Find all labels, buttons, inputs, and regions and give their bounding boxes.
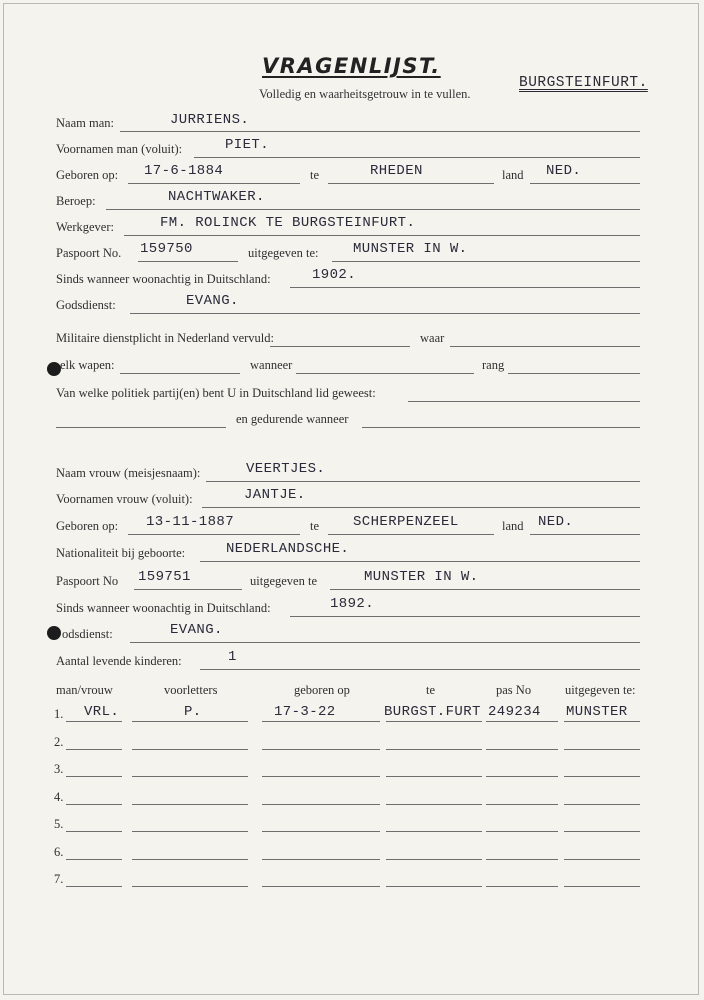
- te-man-value: RHEDEN: [370, 163, 423, 179]
- paspoort-man-value: 159750: [140, 241, 193, 257]
- row-te-line: [386, 886, 482, 887]
- gedurende-line-left: [56, 427, 226, 428]
- row-voorletters-line: [132, 831, 248, 832]
- land-man-line: [530, 183, 640, 184]
- waar-label: waar: [420, 331, 445, 345]
- col-header-voorletters: voorletters: [164, 683, 218, 697]
- geboren-vrouw-label: Geboren op:: [56, 519, 119, 533]
- uitgegeven-vrouw-label: uitgegeven te: [250, 574, 317, 588]
- uitgegeven-vrouw-value: MUNSTER IN W.: [364, 569, 479, 585]
- voornamen-man-value: PIET.: [225, 137, 270, 153]
- place-stamp: BURGSTEINFURT.: [519, 75, 648, 91]
- voornamen-vrouw-label: Voornamen vrouw (voluit):: [56, 492, 193, 506]
- row-voorletters-line: [132, 721, 248, 722]
- col-header-geboren: geboren op: [294, 683, 350, 697]
- nationaliteit-value: NEDERLANDSCHE.: [226, 541, 350, 557]
- row-pas-line: [486, 886, 558, 887]
- row-uitgegeven-line: [564, 776, 640, 777]
- col-header-pas: pas No: [496, 683, 532, 697]
- row-manvrouw-line: [66, 804, 122, 805]
- row-number: 6.: [54, 845, 64, 859]
- godsdienst-vrouw-label: odsdienst:: [62, 627, 113, 641]
- welk-wapen-label: elk wapen:: [60, 358, 115, 372]
- paspoort-vrouw-line: [134, 589, 242, 590]
- row-te-line: [386, 831, 482, 832]
- naam-man-value: JURRIENS.: [170, 112, 250, 128]
- row-manvrouw-line: [66, 721, 122, 722]
- paspoort-man-line: [138, 261, 238, 262]
- godsdienst-man-value: EVANG.: [186, 293, 239, 309]
- row-voorletters-line: [132, 749, 248, 750]
- row-geboren-line: [262, 831, 380, 832]
- uitgegeven-vrouw-line: [330, 589, 640, 590]
- naam-vrouw-label: Naam vrouw (meisjesnaam):: [56, 466, 201, 480]
- geboren-vrouw-line: [128, 534, 300, 535]
- te-vrouw-value: SCHERPENZEEL: [353, 514, 459, 530]
- te-vrouw-line: [328, 534, 494, 535]
- sinds-man-label: Sinds wanneer woonachtig in Duitschland:: [56, 272, 271, 286]
- te-man-label: te: [310, 168, 320, 182]
- row-voorletters-value: P.: [184, 704, 202, 720]
- row-voorletters-line: [132, 859, 248, 860]
- nationaliteit-line: [200, 561, 640, 562]
- row-uitgegeven-line: [564, 859, 640, 860]
- row-geboren-line: [262, 886, 380, 887]
- col-header-uitgegeven: uitgegeven te:: [565, 683, 636, 697]
- werkgever-line: [124, 235, 640, 236]
- naam-vrouw-line: [206, 481, 640, 482]
- uitgegeven-man-label: uitgegeven te:: [248, 246, 319, 260]
- row-number: 7.: [54, 872, 64, 886]
- land-man-label: land: [502, 168, 524, 182]
- godsdienst-vrouw-line: [130, 642, 640, 643]
- col-header-manvrouw: man/vrouw: [56, 683, 113, 697]
- paspoort-vrouw-label: Paspoort No: [56, 574, 119, 588]
- col-header-te: te: [426, 683, 436, 697]
- row-manvrouw-line: [66, 859, 122, 860]
- row-geboren-line: [262, 804, 380, 805]
- partij-line: [408, 401, 640, 402]
- te-man-line: [328, 183, 494, 184]
- punch-hole-top: [47, 362, 61, 376]
- row-pas-line: [486, 776, 558, 777]
- row-geboren-line: [262, 776, 380, 777]
- row-number: 1.: [54, 707, 64, 721]
- werkgever-label: Werkgever:: [56, 220, 114, 234]
- row-uitgegeven-line: [564, 721, 640, 722]
- form-subtitle: Volledig en waarheitsgetrouw in te vullen.: [259, 87, 471, 101]
- row-uitgegeven-line: [564, 749, 640, 750]
- gedurende-label: en gedurende wanneer: [236, 412, 349, 426]
- row-te-line: [386, 776, 482, 777]
- row-uitgegeven-line: [564, 804, 640, 805]
- row-pas-line: [486, 804, 558, 805]
- voornamen-man-label: Voornamen man (voluit):: [56, 142, 183, 156]
- naam-man-label: Naam man:: [56, 116, 114, 130]
- row-manvrouw-value: VRL.: [84, 704, 120, 720]
- row-uitgegeven-line: [564, 831, 640, 832]
- kinderen-label: Aantal levende kinderen:: [56, 654, 182, 668]
- row-number: 2.: [54, 735, 64, 749]
- sinds-vrouw-value: 1892.: [330, 596, 375, 612]
- sinds-vrouw-label: Sinds wanneer woonachtig in Duitschland:: [56, 601, 271, 615]
- row-pas-line: [486, 721, 558, 722]
- godsdienst-man-label: Godsdienst:: [56, 298, 116, 312]
- uitgegeven-man-line: [332, 261, 640, 262]
- row-pas-line: [486, 749, 558, 750]
- row-voorletters-line: [132, 804, 248, 805]
- form-title: VRAGENLIJST.: [262, 54, 441, 78]
- paspoort-vrouw-value: 159751: [138, 569, 191, 585]
- kinderen-value: 1: [228, 649, 237, 665]
- row-geboren-value: 17-3-22: [274, 704, 336, 720]
- row-geboren-line: [262, 859, 380, 860]
- werkgever-value: FM. ROLINCK TE BURGSTEINFURT.: [160, 215, 416, 231]
- te-vrouw-label: te: [310, 519, 320, 533]
- partij-label: Van welke politiek partij(en) bent U in Duitschland lid geweest:: [56, 386, 376, 400]
- beroep-label: Beroep:: [56, 194, 96, 208]
- land-man-value: NED.: [546, 163, 582, 179]
- geboren-vrouw-value: 13-11-1887: [146, 514, 235, 530]
- rang-line: [508, 373, 640, 374]
- row-manvrouw-line: [66, 776, 122, 777]
- row-voorletters-line: [132, 886, 248, 887]
- voornamen-vrouw-value: JANTJE.: [244, 487, 306, 503]
- row-pas-line: [486, 859, 558, 860]
- sinds-vrouw-line: [290, 616, 640, 617]
- geboren-man-label: Geboren op:: [56, 168, 119, 182]
- land-vrouw-line: [530, 534, 640, 535]
- row-te-line: [386, 804, 482, 805]
- rang-label: rang: [482, 358, 505, 372]
- row-number: 5.: [54, 817, 64, 831]
- row-te-line: [386, 859, 482, 860]
- row-geboren-line: [262, 749, 380, 750]
- row-voorletters-line: [132, 776, 248, 777]
- row-te-value: BURGST.FURT: [384, 704, 481, 720]
- waar-line: [450, 346, 640, 347]
- row-geboren-line: [262, 721, 380, 722]
- beroep-value: NACHTWAKER.: [168, 189, 265, 205]
- uitgegeven-man-value: MUNSTER IN W.: [353, 241, 468, 257]
- gedurende-line-right: [362, 427, 640, 428]
- militaire-line: [270, 346, 410, 347]
- row-manvrouw-line: [66, 749, 122, 750]
- row-pas-line: [486, 831, 558, 832]
- geboren-man-value: 17-6-1884: [144, 163, 224, 179]
- row-manvrouw-line: [66, 831, 122, 832]
- wanneer-label: wanneer: [250, 358, 293, 372]
- geboren-man-line: [128, 183, 300, 184]
- paspoort-man-label: Paspoort No.: [56, 246, 122, 260]
- row-uitgegeven-line: [564, 886, 640, 887]
- row-pas-value: 249234: [488, 704, 541, 720]
- naam-vrouw-value: VEERTJES.: [246, 461, 326, 477]
- voornamen-vrouw-line: [202, 507, 640, 508]
- naam-man-line: [120, 131, 640, 132]
- row-te-line: [386, 749, 482, 750]
- row-manvrouw-line: [66, 886, 122, 887]
- land-vrouw-label: land: [502, 519, 524, 533]
- welk-wapen-line: [120, 373, 240, 374]
- voornamen-man-line: [194, 157, 640, 158]
- row-uitgegeven-value: MUNSTER: [566, 704, 628, 720]
- militaire-label: Militaire dienstplicht in Nederland vervuld:: [56, 331, 274, 345]
- kinderen-line: [200, 669, 640, 670]
- row-number: 3.: [54, 762, 64, 776]
- wanneer-line: [296, 373, 474, 374]
- punch-hole-bottom: [47, 626, 61, 640]
- godsdienst-vrouw-value: EVANG.: [170, 622, 223, 638]
- sinds-man-line: [290, 287, 640, 288]
- sinds-man-value: 1902.: [312, 267, 357, 283]
- row-te-line: [386, 721, 482, 722]
- row-number: 4.: [54, 790, 64, 804]
- godsdienst-man-line: [130, 313, 640, 314]
- beroep-line: [106, 209, 640, 210]
- nationaliteit-label: Nationaliteit bij geboorte:: [56, 546, 186, 560]
- land-vrouw-value: NED.: [538, 514, 574, 530]
